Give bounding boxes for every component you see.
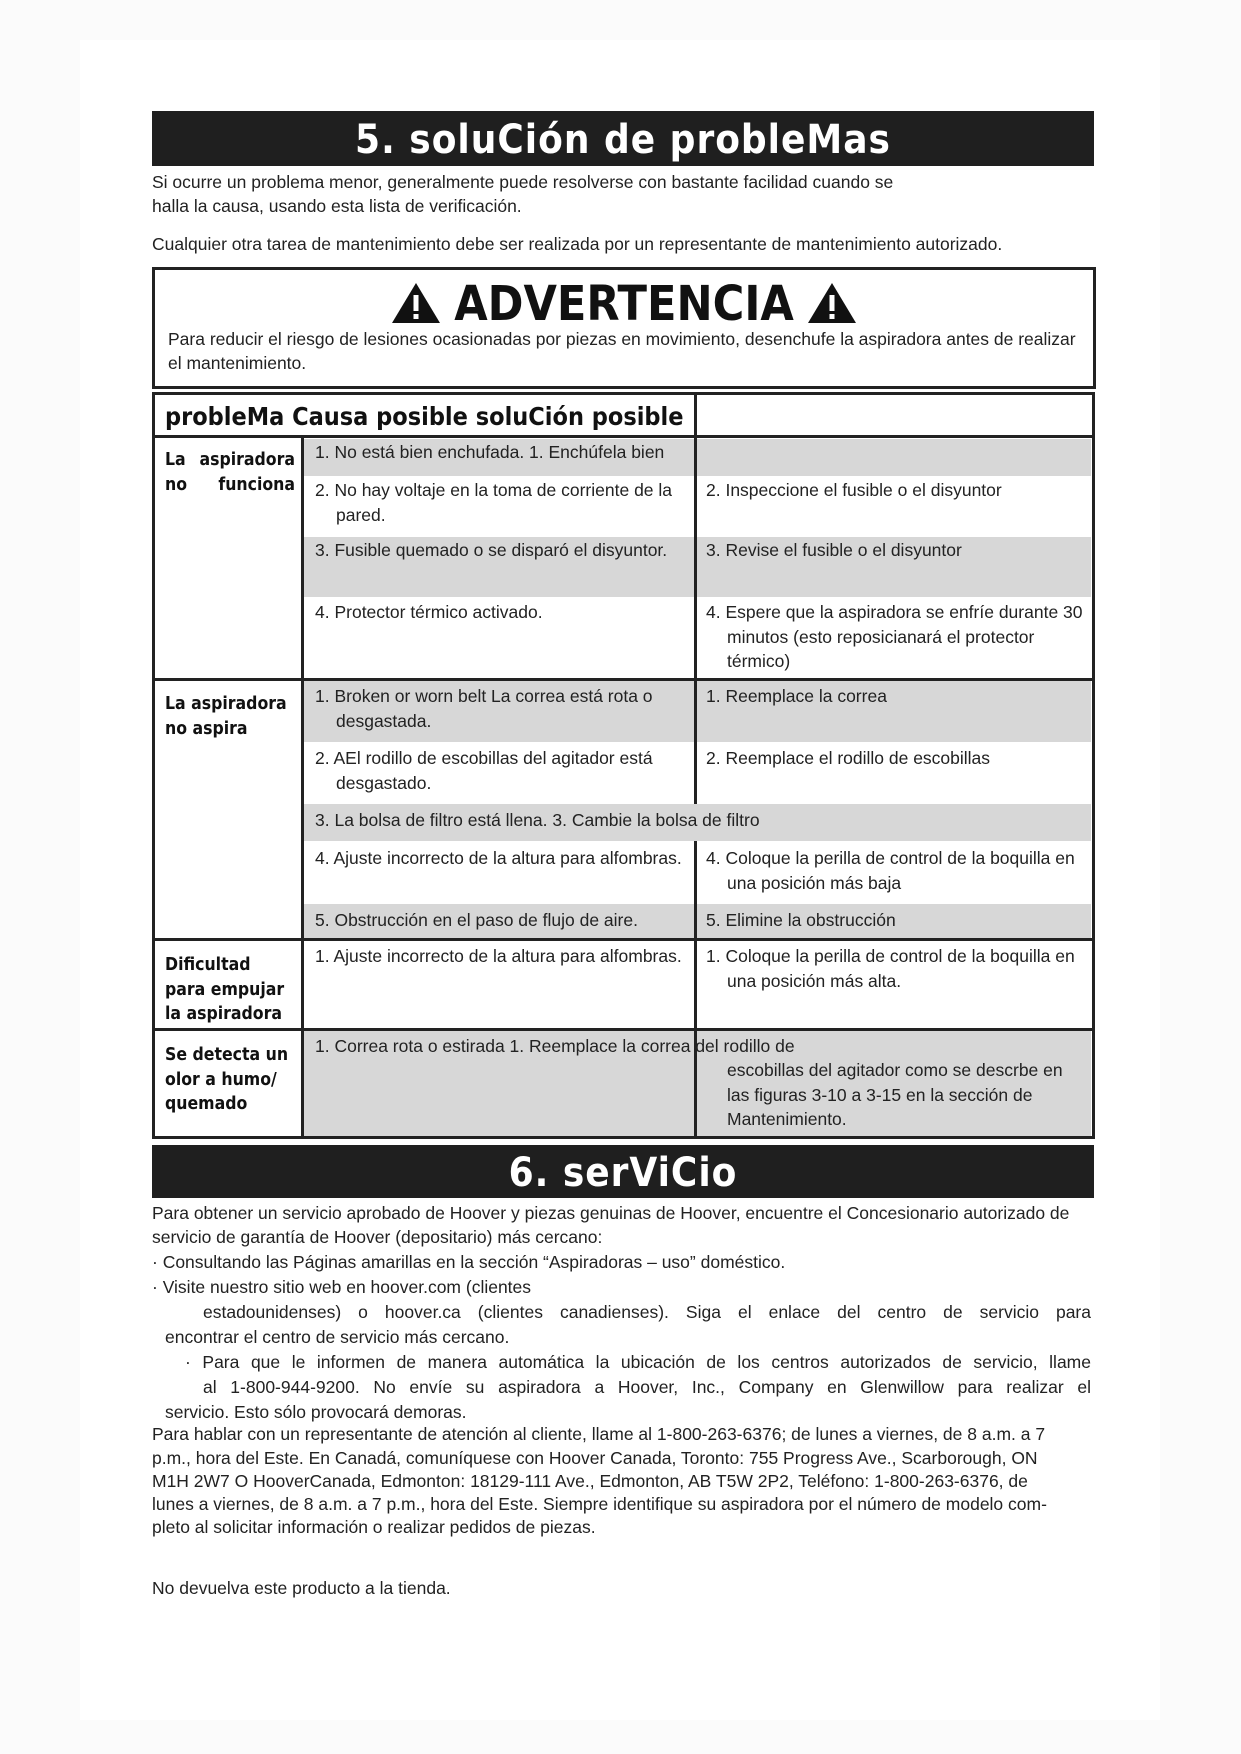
cause-cell: 5. Obstrucción en el paso de flujo de aire. — [315, 910, 638, 930]
solution-cell: 2. Inspeccione el fusible o el disyuntor — [706, 480, 1002, 500]
warning-triangle-icon — [806, 281, 858, 325]
cause-cell: 2. No hay voltaje en la toma de corriente de la pared. — [315, 480, 673, 525]
contact-line-4: lunes a viernes, de 8 a.m. a 7 p.m., hora del Este. Siempre identifique su aspiradora por el número de modelo com- — [152, 1494, 1047, 1514]
solution-cell: 4. Espere que la aspiradora se enfríe durante 30 minutos (esto reposicianará el protector térmico) — [706, 602, 1083, 671]
intro-line-1: Si ocurre un problema menor, generalmente puede resolverse con bastante facilidad cuando se — [152, 172, 894, 192]
problem-label: Dificultad para empujar la aspiradora — [165, 955, 285, 1024]
cause-cell: 2. AEl rodillo de escobillas del agitador está desgastado. — [315, 748, 653, 793]
problem-label: Se detecta un olor a humo/ quemado — [165, 1045, 289, 1114]
solution-cell: 5. Elimine la obstrucción — [706, 910, 896, 930]
cause-cell: 4. Protector térmico activado. — [315, 602, 543, 622]
intro-line-2: halla la causa, usando esta lista de verificación. — [152, 196, 522, 216]
solution-cell: 1. Reemplace la correa — [706, 686, 887, 706]
table-header: probleMa Causa posible soluCión posible — [165, 402, 684, 431]
cause-cell: 3. La bolsa de filtro está llena. 3. Cambie la bolsa de filtro — [315, 810, 760, 830]
cause-cell: 1. Correa rota o estirada 1. Reemplace la correa del rodillo de — [315, 1036, 795, 1056]
warning-box — [152, 267, 1096, 389]
service-paragraph-1: Para obtener un servicio aprobado de Hoover y piezas genuinas de Hoover, encuentre el Concesionario autorizado de servicio de garantía de Hoover (depositario) más cercano: — [152, 1203, 1070, 1247]
contact-line-2: p.m., hora del Este. En Canadá, comuníquese con Hoover Canada, Toronto: 755 Progress Ave., Scarborough, ON — [152, 1448, 1038, 1468]
intro-line-3: Cualquier otra tarea de mantenimiento debe ser realizada por un representante de mantenimiento autorizado. — [152, 234, 1003, 254]
problem-label: La aspiradora no aspira — [165, 694, 287, 739]
solution-cell: 1. Coloque la perilla de control de la boquilla en una posición más alta. — [706, 946, 1075, 991]
contact-line-3: M1H 2W7 O HooverCanada, Edmonton: 18129-111 Ave., Edmonton, AB T5W 2P2, Teléfono: 1-800-263-6376, de — [152, 1471, 1028, 1491]
service-bullet-3-cont: al 1-800-944-9200. No envíe su aspiradora a Hoover, Inc., Company en Glenwillow para realizar el — [203, 1377, 1091, 1397]
service-bullet-1: · Consultando las Páginas amarillas en la sección “Aspiradoras – uso” doméstico. — [152, 1252, 786, 1272]
solution-cell: 4. Coloque la perilla de control de la boquilla en una posición más baja — [706, 848, 1075, 893]
contact-line-5: pleto al solicitar información o realizar pedidos de piezas. — [152, 1517, 596, 1537]
cause-cell: 1. Ajuste incorrecto de la altura para alfombras. — [315, 946, 682, 966]
service-bullet-3: · Para que le informen de manera automática la ubicación de los centros autorizados de servicio, llame — [185, 1352, 1091, 1372]
solution-cell: 2. Reemplace el rodillo de escobillas — [706, 748, 991, 768]
service-bullet-2-end: encontrar el centro de servicio más cercano. — [165, 1327, 510, 1347]
warning-title: ADVERTENCIA — [454, 276, 794, 332]
warning-heading — [155, 274, 1093, 334]
contact-line-1: Para hablar con un representante de atención al cliente, llame al 1-800-263-6376; de lunes a viernes, de 8 a.m. a 7 — [152, 1424, 1046, 1444]
cause-cell: 1. Broken or worn belt La correa está rota o desgastada. — [315, 686, 653, 731]
cause-cell: 4. Ajuste incorrecto de la altura para alfombras. — [315, 848, 682, 868]
solution-cell: escobillas del agitador como se descrbe en las figuras 3-10 a 3-15 en la sección de Mantenimiento. — [727, 1060, 1063, 1129]
solution-cell: 3. Revise el fusible o el disyuntor — [706, 540, 962, 560]
service-bullet-2: · Visite nuestro sitio web en hoover.com (clientes — [152, 1277, 532, 1297]
table-border — [152, 1136, 1095, 1139]
footer-note: No devuelva este producto a la tienda. — [152, 1578, 451, 1598]
service-bullet-2-cont: estadounidenses) o hoover.ca (clientes canadienses). Siga el enlace del centro de servicio para — [203, 1302, 1091, 1322]
warning-triangle-icon — [390, 281, 442, 325]
cause-cell: 3. Fusible quemado o se disparó el disyuntor. — [315, 540, 668, 560]
section-5-title: 5. soluCión de probleMas — [152, 111, 1094, 166]
problem-label: La aspiradora no funciona — [165, 450, 295, 495]
cause-cell: 1. No está bien enchufada. 1. Enchúfela bien — [315, 442, 665, 462]
service-bullet-3-end: servicio. Esto sólo provocará demoras. — [165, 1402, 467, 1422]
table-border — [152, 392, 155, 1139]
table-border — [152, 392, 1095, 395]
section-6-title: 6. serViCio — [152, 1145, 1094, 1198]
warning-text: Para reducir el riesgo de lesiones ocasionadas por piezas en movimiento, desenchufe la aspiradora antes de realizar el mantenimiento. — [168, 329, 1076, 373]
